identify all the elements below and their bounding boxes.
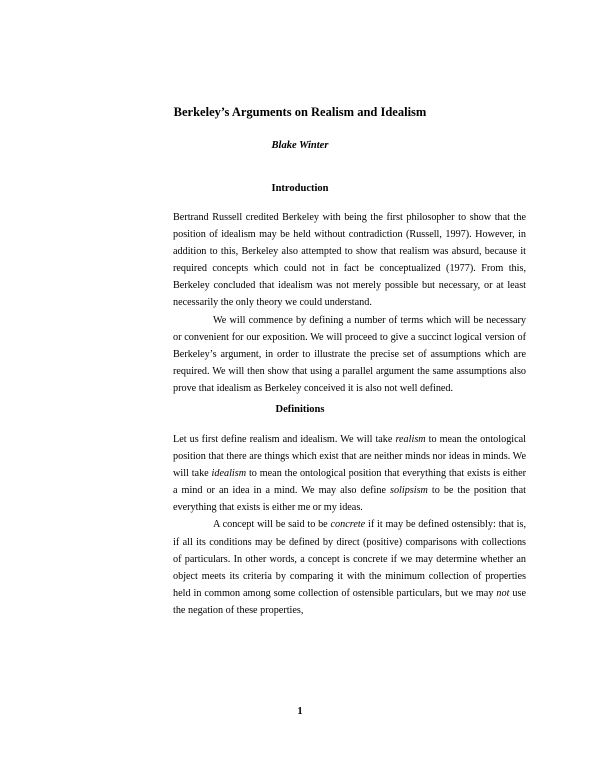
definitions-body: [173, 431, 526, 619]
section-heading-introduction: Introduction: [271, 183, 329, 194]
defs-p1-text-d: to be the position that everything that exists is either me or my ideas.: [173, 485, 527, 514]
paper-title: Berkeley’s Arguments on Realism and Idealism: [173, 105, 427, 119]
term-concrete: concrete: [330, 519, 366, 531]
defs-paragraph-1: [173, 431, 526, 516]
introduction-body: [173, 209, 526, 397]
term-realism: realism: [395, 434, 426, 445]
term-solipsism: solipsism: [389, 485, 428, 497]
author-name: Blake Winter: [271, 140, 329, 151]
intro-paragraph-2: We will commence by defining a number of terms which will be necessary or convenient for our exposition. We will proceed to give a succinct logical version of Berkeley’s argument, in order to illustrate the precise set of assumptions which are required. We will then show that using a parallel argument the same assumptions also prove that idealism as Berkeley conceived it is also not well defined.: [173, 314, 526, 394]
defs-p1-text-a: Let us first define realism and idealism. We will take: [173, 434, 396, 445]
defs-p1-text-b: to mean the ontological position that there are things which exist that are neither minds nor ideas in minds. We will take: [173, 434, 526, 480]
term-idealism: idealism: [211, 468, 247, 480]
section-heading-definitions: Definitions: [275, 404, 325, 415]
page-number: 1: [297, 706, 303, 717]
defs-p2-text-a: A concept will be said to be: [213, 519, 331, 531]
defs-p2-text-c: use the negation of these properties,: [173, 587, 526, 616]
defs-paragraph-2: [173, 516, 526, 619]
defs-p1-text-c: to mean the ontological position that everything that exists is either a mind or an idea in a mind. We may also define: [173, 468, 526, 497]
defs-p2-text-b: if it may be defined ostensibly: that is, if all its conditions may be defined by direct (positive) comparisons with collections of particulars. In other words, a concept is concrete if we may determine whether an object meets its criteria by comparing it with the minimum collection of properties held in common among some collection of ostensible particulars, but we may: [173, 519, 526, 599]
intro-paragraph-1: Bertrand Russell credited Berkeley with being the first philosopher to show that the position of idealism may be held without contradiction (Russell, 1997). However, in addition to this, Berkeley also attempted to show that realism was absurd, because it required concepts which could not in fact be conceptualized (1977). From this, Berkeley concluded that idealism was not merely possible but necessary, or at least necessarily the only theory we could understand.: [173, 212, 526, 309]
emphasis-not: not: [496, 587, 510, 599]
